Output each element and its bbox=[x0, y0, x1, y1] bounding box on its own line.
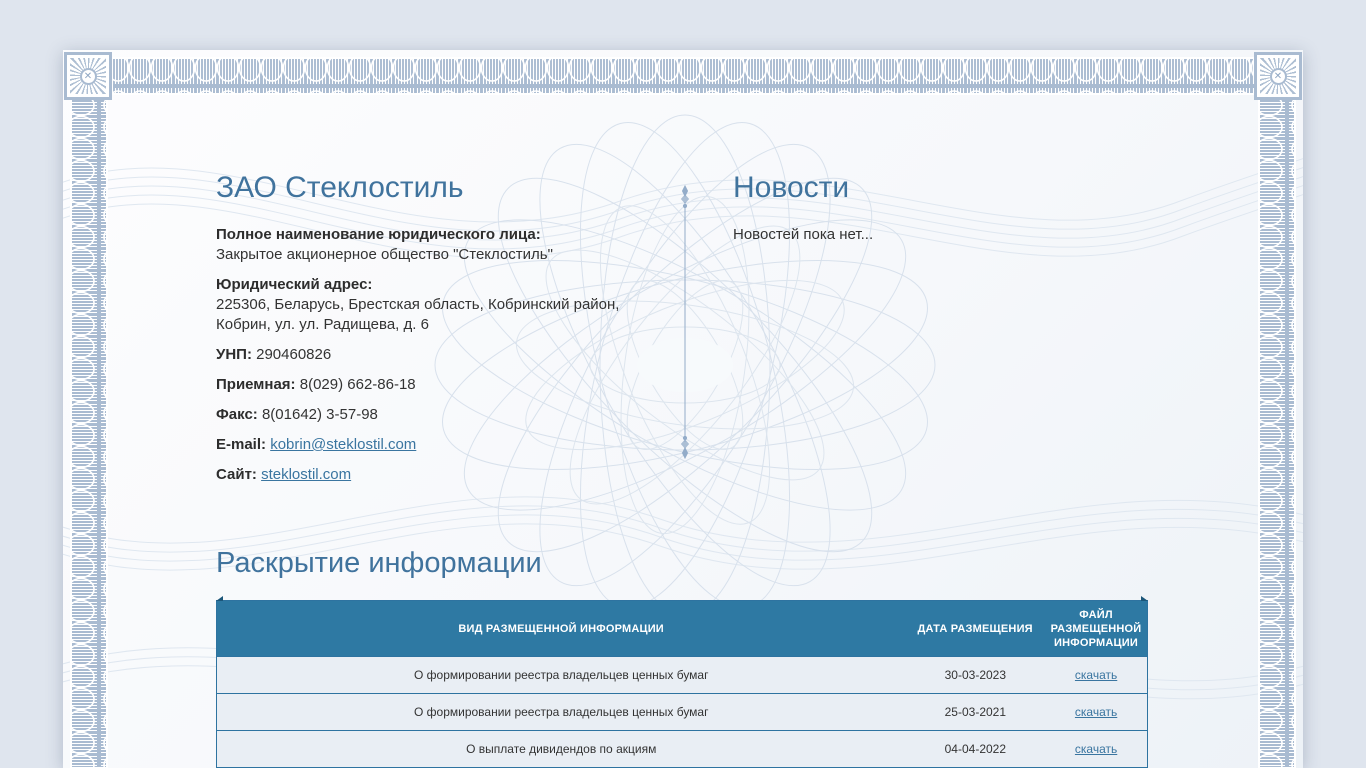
field-label: УНП: bbox=[216, 346, 252, 363]
cell-info-type: О формировании реестра владельцев ценных бумаг bbox=[413, 668, 709, 682]
field-fax bbox=[216, 405, 656, 425]
field-label: Юридический адрес: bbox=[216, 276, 373, 293]
col-header-date: ДАТА РАЗМЕЩЕНИЯ bbox=[917, 622, 1033, 635]
company-info-section bbox=[216, 171, 656, 495]
sunburst-icon bbox=[1259, 57, 1297, 95]
ribbon-fold-left bbox=[216, 596, 223, 601]
news-empty-message: Новостей пока нет... bbox=[733, 226, 874, 243]
company-title: ЗАО Стеклостиль bbox=[216, 171, 464, 204]
download-link[interactable]: скачать bbox=[1074, 705, 1118, 719]
table-header-row bbox=[217, 601, 1147, 656]
field-label: Полное наименование юридического лица: bbox=[216, 226, 541, 243]
disclosure-title: Раскрытие информации bbox=[216, 547, 542, 579]
table-row bbox=[217, 730, 1147, 767]
corner-ornament-top-left bbox=[64, 52, 112, 100]
field-label: Сайт: bbox=[216, 466, 257, 483]
cell-date: 04-04-2022 bbox=[944, 742, 1007, 756]
col-header-file: ФАЙЛ РАЗМЕЩЕННОЙ ИНФОРМАЦИИ bbox=[1050, 608, 1142, 649]
field-reception-phone bbox=[216, 375, 656, 395]
cell-info-type: О выплате дивидендов по акциям bbox=[466, 742, 657, 756]
field-value: 225306, Беларусь, Брестская область, Кобринский район, Кобрин, ул. ул. Радищева, д. 6 bbox=[216, 296, 620, 333]
table-row bbox=[217, 693, 1147, 730]
table-row bbox=[217, 656, 1147, 693]
field-label: E-mail: bbox=[216, 436, 267, 453]
download-link[interactable]: скачать bbox=[1074, 668, 1118, 682]
field-label: Факс: bbox=[216, 406, 258, 423]
cell-date: 30-03-2023 bbox=[944, 668, 1007, 682]
field-value: Закрытое акционерное общество "Стеклостиль" bbox=[216, 246, 553, 263]
field-label: Приемная: bbox=[216, 376, 296, 393]
certificate-paper bbox=[63, 50, 1303, 768]
disclosure-table bbox=[216, 600, 1148, 768]
field-unp bbox=[216, 345, 656, 365]
field-email bbox=[216, 435, 656, 455]
news-section bbox=[733, 171, 1163, 245]
website-link[interactable]: steklostil.com bbox=[261, 466, 352, 483]
download-link[interactable]: скачать bbox=[1074, 742, 1118, 756]
corner-ornament-top-right bbox=[1254, 52, 1302, 100]
field-full-name bbox=[216, 225, 656, 265]
news-title: Новости bbox=[733, 171, 850, 204]
cell-date: 25-03-2021 bbox=[944, 705, 1007, 719]
field-value: 8(029) 662-86-18 bbox=[299, 376, 416, 393]
field-value: 8(01642) 3-57-98 bbox=[261, 406, 378, 423]
corner-rosette-icon: ✕ bbox=[1270, 68, 1287, 85]
sunburst-icon bbox=[69, 57, 107, 95]
disclosure-section bbox=[216, 546, 1150, 768]
field-value: 290460826 bbox=[256, 346, 332, 363]
cell-info-type: О формировании реестра владельцев ценных бумаг bbox=[413, 705, 709, 719]
email-link[interactable]: kobrin@steklostil.com bbox=[270, 436, 417, 453]
field-website bbox=[216, 465, 656, 485]
corner-rosette-icon: ✕ bbox=[80, 68, 97, 85]
field-legal-address bbox=[216, 275, 656, 335]
ribbon-fold-right bbox=[1141, 596, 1148, 601]
col-header-info-type: ВИД РАЗМЕЩЕННОЙ ИНФОРМАЦИИ bbox=[458, 622, 664, 635]
